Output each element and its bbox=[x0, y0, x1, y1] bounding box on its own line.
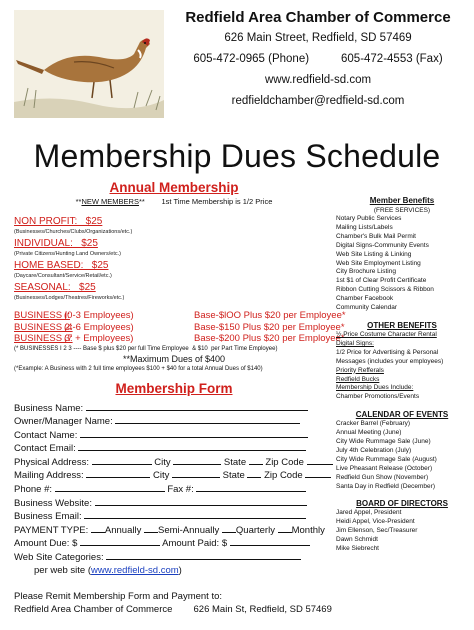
amount-due-label: Amount Due: $ bbox=[14, 538, 78, 550]
dues-example: (*Example: A Business with 2 full time employees $100 + $40 for a total Annual Dues of $140) bbox=[14, 365, 263, 372]
owner-label: Owner/Manager Name: bbox=[14, 416, 113, 428]
physical-state-label: State bbox=[223, 456, 247, 468]
calendar-event: Cracker Barrel (February) bbox=[336, 420, 411, 428]
mailing-state-field[interactable] bbox=[247, 469, 261, 478]
contact-name-label: Contact Name: bbox=[14, 429, 78, 441]
owner-field[interactable] bbox=[115, 415, 300, 424]
mailing-zip-label: Zip Code bbox=[264, 470, 303, 482]
amount-paid-field[interactable] bbox=[230, 537, 310, 546]
new-members-note bbox=[14, 196, 334, 208]
owner-row bbox=[14, 415, 334, 429]
physical-address-label: Physical Address: bbox=[14, 456, 89, 468]
category-description: (Private Citizens/Hunting Land Owners/etc.) bbox=[14, 251, 121, 257]
pheasant-logo-illustration bbox=[14, 10, 164, 118]
other-benefits-heading: OTHER BENEFITS bbox=[367, 320, 437, 330]
monthly-check[interactable] bbox=[278, 524, 292, 533]
other-benefit-item: 1/2 Price for Advertising & Personal bbox=[336, 348, 439, 356]
annually-label: Annually bbox=[104, 524, 142, 536]
business-email-row bbox=[14, 510, 334, 524]
organization-address: 626 Main Street, Redfield, SD 57469 bbox=[224, 32, 412, 44]
benefit-item: Web Site Employment Listing bbox=[336, 259, 421, 267]
business-note: (* BUSINESSES I 2 3 ---- Base $ plus $20 per full Time Employee & $10 per Part Time Employee) bbox=[14, 345, 278, 352]
benefit-item: Notary Public Services bbox=[336, 215, 402, 222]
business-name-field[interactable] bbox=[86, 402, 308, 411]
other-benefit-item: Membership Dues Include: bbox=[336, 384, 414, 392]
left-column bbox=[14, 180, 346, 616]
other-benefit-item: ½ Price Costume Character Rental bbox=[336, 330, 437, 338]
business-tier-employees: (4-6 Employees) bbox=[64, 321, 134, 333]
business-tier-employees: (7 + Employees) bbox=[64, 333, 134, 344]
organization-phones: 605-472-0965 (Phone) 605-472-4553 (Fax) bbox=[193, 53, 443, 65]
new-members-suffix: ** 1st Time Membership is 1/2 Price bbox=[138, 197, 273, 206]
board-member: Jim Ellenson, Sec/Treasurer bbox=[336, 527, 418, 535]
organization-header bbox=[168, 8, 468, 112]
business-website-label: Business Website: bbox=[14, 497, 92, 509]
mailing-city-label: City bbox=[152, 470, 170, 482]
board-member: Jared Appel, President bbox=[336, 509, 402, 517]
amount-due-field[interactable] bbox=[80, 537, 160, 546]
contact-name-field[interactable] bbox=[80, 429, 308, 438]
mailing-zip-field[interactable] bbox=[305, 469, 331, 478]
quarterly-check[interactable] bbox=[222, 524, 236, 533]
quarterly-label: Quarterly bbox=[235, 524, 275, 536]
semi-annually-check[interactable] bbox=[144, 524, 158, 533]
amount-paid-label: Amount Paid: $ bbox=[162, 538, 228, 550]
new-members-prefix: ** bbox=[75, 197, 82, 206]
benefit-item: Digital Signs-Community Events bbox=[336, 241, 429, 249]
business-website-row bbox=[14, 497, 334, 511]
other-benefit-item: Redfield Bucks bbox=[336, 375, 380, 383]
benefit-item: Mailing Lists/Labels bbox=[336, 223, 393, 231]
member-benefits-subheading: (FREE SERVICES) bbox=[373, 207, 431, 214]
business-tier-price: Base-$lOO Plus $20 per Employee* bbox=[194, 310, 346, 321]
remit-address: Redfield Area Chamber of Commerce 626 Main St, Redfield, SD 57469 bbox=[14, 603, 332, 615]
benefit-item: Chamber's Bulk Mail Permit bbox=[336, 232, 416, 240]
mailing-address-row bbox=[14, 469, 334, 483]
benefit-item: Community Calendar bbox=[336, 304, 398, 312]
calendar-event: City Wide Rummage Sale (August) bbox=[336, 455, 437, 463]
business-tier-price: Base-$200 Plus $20 per Employee* bbox=[194, 333, 345, 344]
business-tier-employees: (0-3 Employees) bbox=[64, 310, 134, 321]
category-title: HOME BASED: $25 bbox=[14, 260, 109, 271]
physical-zip-label: Zip Code bbox=[265, 456, 304, 468]
board-member: Mike Siebrecht bbox=[336, 545, 379, 553]
business-name-row bbox=[14, 402, 334, 416]
physical-address-row bbox=[14, 456, 334, 470]
fax-label: Fax #: bbox=[167, 484, 194, 496]
category-title: INDIVIDUAL: $25 bbox=[14, 238, 98, 249]
physical-zip-field[interactable] bbox=[307, 456, 333, 465]
semi-annually-label: Semi-Annually bbox=[158, 524, 220, 536]
benefit-item: Web Site Listing & Linking bbox=[336, 250, 412, 258]
website-link[interactable]: www.redfield-sd.com bbox=[91, 564, 179, 576]
membership-form-heading: Membership Form bbox=[115, 380, 233, 396]
annual-membership-heading: Annual Membership bbox=[109, 180, 239, 195]
phone-label: Phone #: bbox=[14, 484, 53, 496]
physical-city-label: City bbox=[154, 456, 171, 468]
contact-email-field[interactable] bbox=[78, 442, 306, 451]
calendar-event: Redfield Gun Show (November) bbox=[336, 473, 429, 481]
business-tier-2 bbox=[14, 321, 345, 334]
per-web-site-suffix: ) bbox=[178, 564, 182, 576]
benefit-item: City Brochure Listing bbox=[336, 268, 396, 276]
fax-field[interactable] bbox=[196, 483, 306, 492]
payment-type-row bbox=[14, 524, 334, 538]
benefit-item: Chamber Facebook bbox=[336, 295, 394, 303]
business-tier-1 bbox=[14, 310, 346, 322]
category-non-profit bbox=[14, 216, 334, 236]
maximum-dues: **Maximum Dues of $400 bbox=[122, 353, 226, 364]
calendar-event: Annual Meeting (June) bbox=[336, 429, 402, 437]
web-categories-field[interactable] bbox=[106, 551, 301, 560]
category-description: (Daycare/Consultant/Service/Retail/etc.) bbox=[14, 273, 112, 279]
remit-instructions: Please Remit Membership Form and Payment to: bbox=[14, 591, 223, 603]
business-tier-3 bbox=[14, 333, 345, 345]
payment-type-label: PAYMENT TYPE: bbox=[14, 524, 89, 536]
business-website-field[interactable] bbox=[95, 497, 307, 506]
board-member: Dawn Schmidt bbox=[336, 536, 378, 544]
document-title: Membership Dues Schedule bbox=[33, 138, 441, 174]
other-benefit-item: Messages (includes your employees) bbox=[336, 357, 444, 365]
board-of-directors-heading: BOARD OF DIRECTORS bbox=[356, 499, 448, 509]
phone-field[interactable] bbox=[55, 483, 165, 492]
category-seasonal bbox=[14, 282, 334, 302]
category-description: (Businesses/Churches/Clubs/Organizations/etc.) bbox=[14, 229, 133, 235]
business-email-field[interactable] bbox=[84, 510, 306, 519]
new-members-label: NEW MEMBERS bbox=[81, 197, 139, 206]
category-individual bbox=[14, 238, 334, 258]
benefit-item: Ribbon Cutting Scissors & Ribbon bbox=[336, 286, 434, 294]
business-tier-label: BUSINESS 2: bbox=[14, 321, 73, 333]
physical-city-field[interactable] bbox=[173, 456, 221, 465]
monthly-label: Monthly bbox=[291, 524, 325, 536]
member-benefits-heading: Member Benefits bbox=[369, 196, 435, 205]
amount-row bbox=[14, 537, 334, 551]
business-name-label: Business Name: bbox=[14, 402, 84, 414]
organization-name: Redfield Area Chamber of Commerce bbox=[185, 9, 451, 26]
contact-email-row bbox=[14, 442, 334, 456]
calendar-event: Live Pheasant Release (October) bbox=[336, 464, 433, 472]
right-column bbox=[336, 196, 468, 554]
web-categories-row bbox=[14, 551, 334, 565]
other-benefit-item: Chamber Promotions/Events bbox=[336, 393, 420, 401]
category-title: SEASONAL: $25 bbox=[14, 282, 96, 293]
benefit-item: 1st $1 of Clear Profit Certificate bbox=[336, 277, 427, 285]
per-web-site-prefix: per web site ( bbox=[34, 564, 92, 576]
organization-email: redfieldchamber@redfield-sd.com bbox=[231, 95, 405, 107]
phone-fax-row bbox=[14, 483, 334, 497]
category-home-based bbox=[14, 260, 334, 280]
calendar-event: Santa Day in Redfield (December) bbox=[336, 482, 435, 490]
category-title: NON PROFIT: $25 bbox=[14, 216, 103, 227]
web-categories-label: Web Site Categories: bbox=[14, 552, 104, 564]
calendar-of-events-heading: CALENDAR OF EVENTS bbox=[355, 410, 449, 420]
physical-state-field[interactable] bbox=[249, 456, 263, 465]
contact-name-row bbox=[14, 429, 334, 443]
membership-form bbox=[14, 402, 334, 617]
annually-check[interactable] bbox=[91, 524, 105, 533]
mailing-state-label: State bbox=[222, 470, 245, 482]
board-member: Heidi Appel, Vice-President bbox=[336, 518, 415, 526]
business-tier-price: Base-$150 Plus $20 per Employee* bbox=[194, 321, 345, 333]
mailing-address-field[interactable] bbox=[86, 469, 150, 478]
business-email-label: Business Email: bbox=[14, 511, 82, 523]
organization-website: www.redfield-sd.com bbox=[264, 74, 372, 86]
physical-address-field[interactable] bbox=[92, 456, 152, 465]
other-benefit-item: Priority Refferals bbox=[336, 366, 384, 374]
other-benefit-item: Digital Signs: bbox=[336, 339, 374, 347]
mailing-city-field[interactable] bbox=[172, 469, 220, 478]
per-web-site-row bbox=[14, 565, 334, 578]
calendar-event: City Wide Rummage Sale (June) bbox=[336, 438, 431, 446]
contact-email-label: Contact Email: bbox=[14, 443, 76, 455]
business-tier-label: BUSINESS I: bbox=[14, 310, 70, 321]
category-description: (Businesses/Lodges/Theatres/Fireworks/etc.) bbox=[14, 295, 125, 301]
mailing-address-label: Mailing Address: bbox=[14, 470, 84, 482]
calendar-event: July 4th Celebration (July) bbox=[336, 446, 412, 454]
business-tier-label: BUSINESS 3: bbox=[14, 333, 73, 344]
